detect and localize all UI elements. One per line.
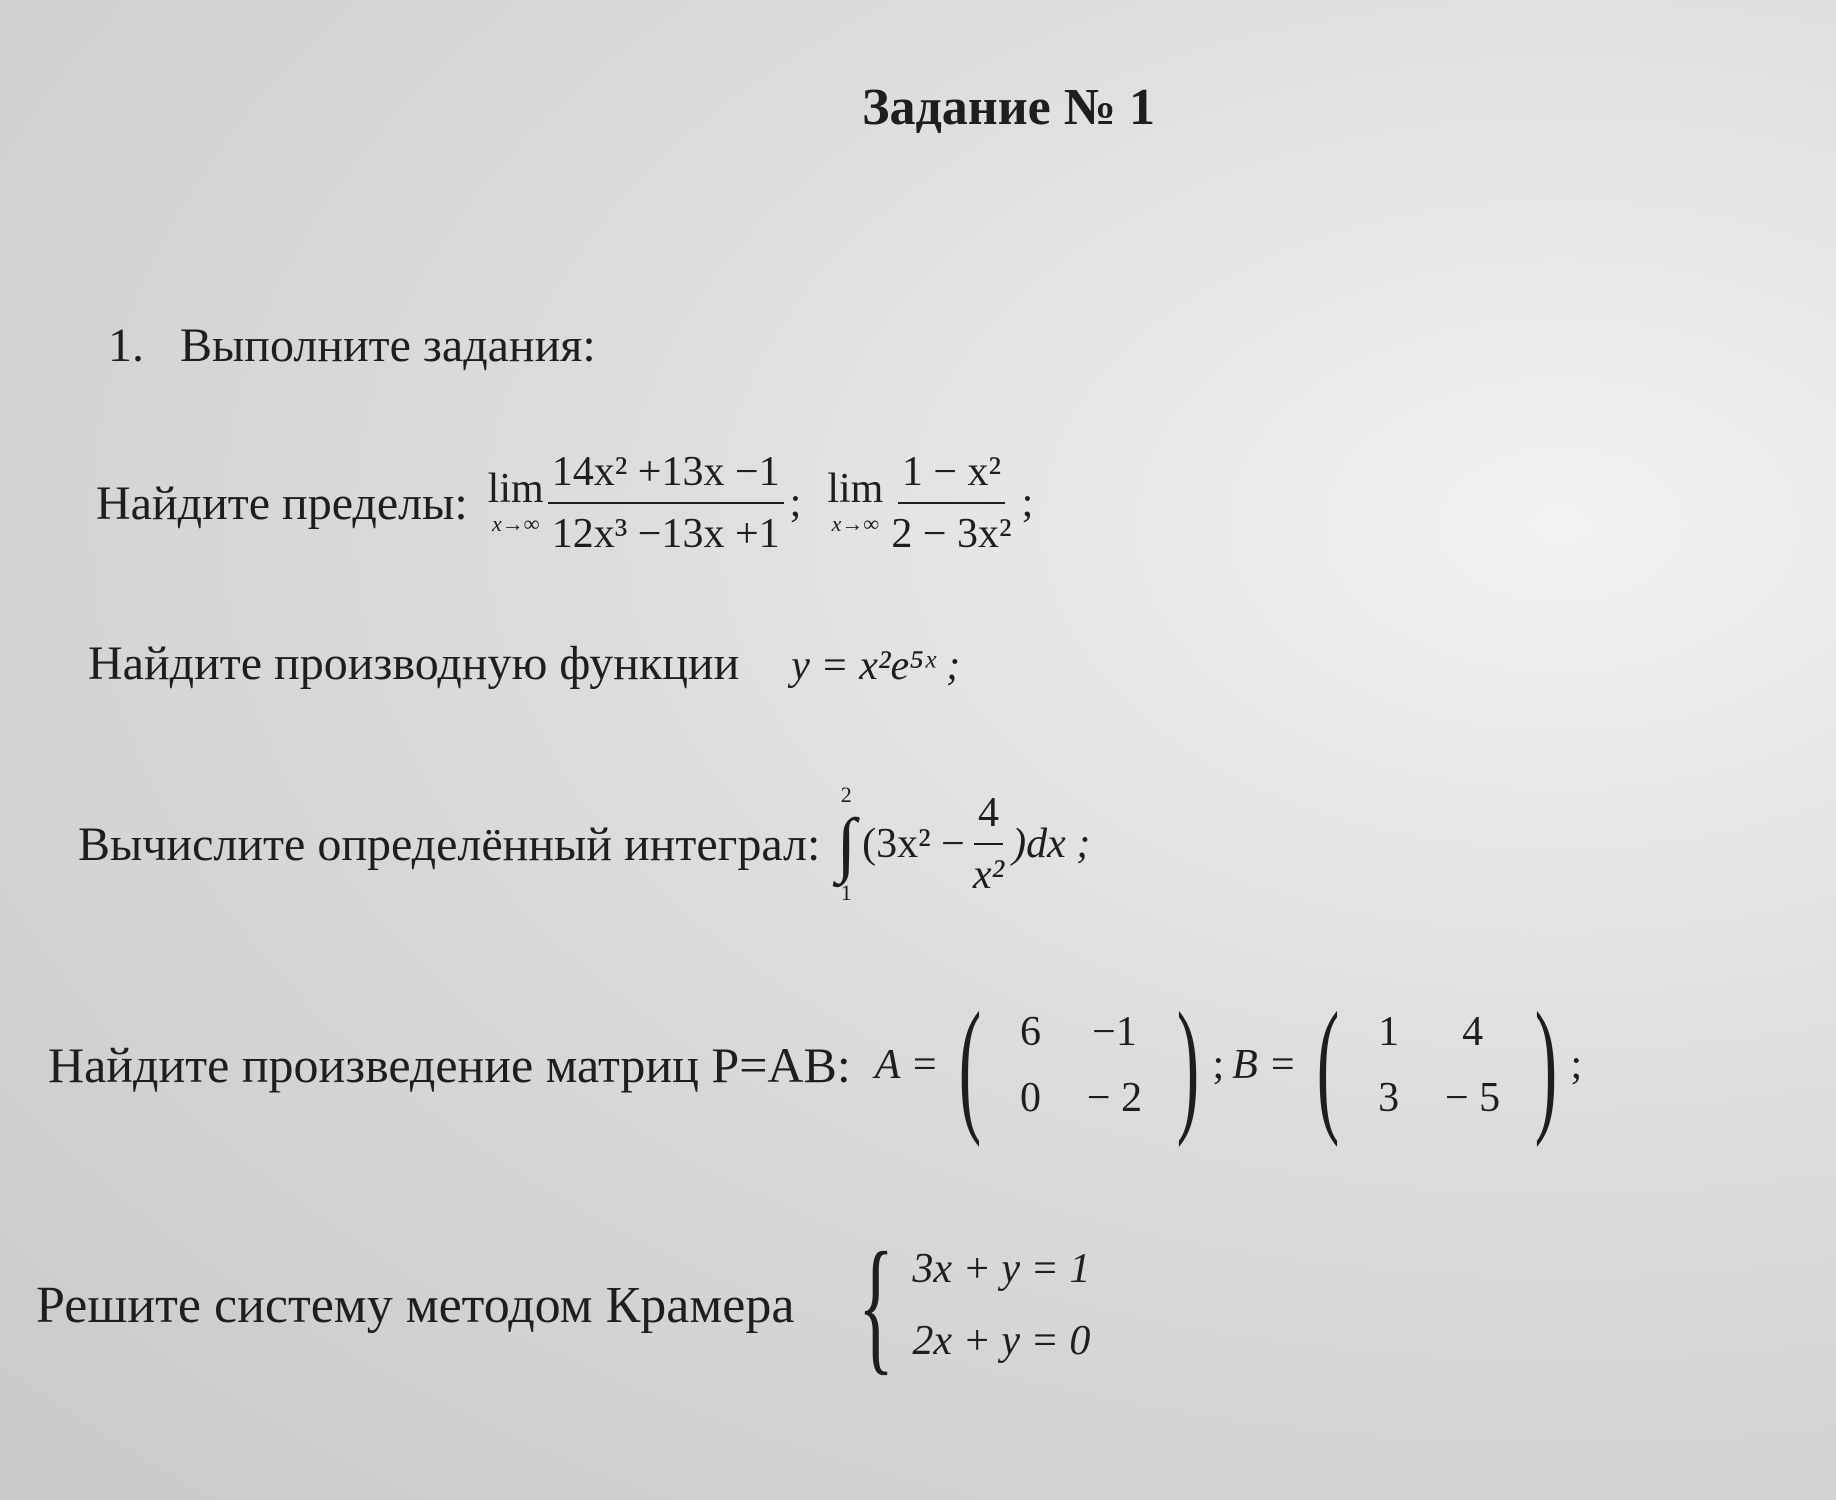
matrix-b-name: B = bbox=[1232, 1042, 1297, 1088]
left-paren-icon: ( bbox=[1316, 982, 1339, 1148]
limit2-numerator: 1 − x² bbox=[898, 448, 1005, 504]
integral-fraction bbox=[969, 789, 1008, 899]
cramer-label: Решите систему методом Крамера bbox=[36, 1276, 795, 1334]
matrix-b-cell: − 5 bbox=[1444, 1075, 1501, 1121]
limits-separator: ; bbox=[789, 480, 802, 526]
matrix-a-cell: 0 bbox=[1020, 1075, 1041, 1121]
limit-fraction-1 bbox=[548, 448, 784, 558]
derivative-formula: y = x²e⁵ˣ ; bbox=[791, 643, 961, 689]
equation-2: 2x + y = 0 bbox=[912, 1318, 1091, 1364]
integral-denominator: x² bbox=[972, 852, 1005, 898]
matrix-a-grid bbox=[995, 1008, 1163, 1122]
equation-1: 3x + y = 1 bbox=[912, 1246, 1091, 1292]
limit1-numerator: 14x² +13x −1 bbox=[548, 448, 784, 504]
left-paren-icon: ( bbox=[958, 982, 981, 1148]
matrix-row bbox=[48, 982, 1583, 1148]
integral-sign: ∫ bbox=[836, 804, 857, 884]
right-paren-icon: ) bbox=[1534, 982, 1557, 1148]
matrix-a-cell: −1 bbox=[1092, 1009, 1137, 1055]
matrix-end: ; bbox=[1570, 1042, 1583, 1088]
integral-pre: (3x² − bbox=[862, 821, 965, 867]
lim-under: x→∞ bbox=[831, 511, 880, 536]
integral-row bbox=[78, 782, 1090, 906]
matrix-a-name: A = bbox=[874, 1042, 939, 1088]
matrix-b-cell: 4 bbox=[1462, 1009, 1484, 1055]
cramer-row bbox=[36, 1222, 1091, 1388]
derivative-label: Найдите производную функции bbox=[88, 637, 740, 690]
limits-row bbox=[96, 448, 1033, 558]
limit2-denominator: 2 − 3x² bbox=[891, 511, 1012, 557]
equation-system bbox=[912, 1245, 1090, 1365]
integral-label: Вычислите определённый интеграл: bbox=[78, 817, 821, 871]
task-heading: Выполните задания: bbox=[180, 319, 596, 372]
matrix-label: Найдите произведение матриц P=AB: bbox=[48, 1037, 851, 1093]
matrix-a-cell: 6 bbox=[1020, 1009, 1041, 1055]
task-heading-row bbox=[108, 318, 596, 373]
integral-numerator: 4 bbox=[974, 789, 1003, 845]
limits-label: Найдите пределы: bbox=[96, 476, 468, 530]
integral-upper-limit: 2 bbox=[840, 782, 852, 807]
lim-word: lim bbox=[487, 466, 544, 512]
task-number: 1. bbox=[108, 319, 144, 372]
limit-operator-1 bbox=[488, 468, 544, 538]
page-title: Задание № 1 bbox=[862, 79, 1156, 136]
integral-post: )dx ; bbox=[1012, 821, 1091, 867]
matrix-a-cell: − 2 bbox=[1086, 1075, 1143, 1121]
matrix-a bbox=[945, 982, 1213, 1148]
integral-sign-group bbox=[836, 782, 856, 906]
limit-operator-2 bbox=[827, 468, 883, 538]
limit1-denominator: 12x³ −13x +1 bbox=[551, 511, 780, 557]
right-paren-icon: ) bbox=[1176, 982, 1199, 1148]
limits-end: ; bbox=[1021, 480, 1034, 526]
integral-lower-limit: 1 bbox=[840, 880, 852, 905]
derivative-row bbox=[88, 636, 960, 691]
matrix-b-grid bbox=[1353, 1008, 1521, 1122]
lim-under: x→∞ bbox=[491, 511, 540, 536]
matrix-b-cell: 1 bbox=[1378, 1009, 1400, 1055]
lim-word: lim bbox=[827, 466, 884, 512]
matrix-b bbox=[1303, 982, 1571, 1148]
matrix-separator: ; bbox=[1212, 1042, 1225, 1088]
matrix-b-cell: 3 bbox=[1378, 1075, 1400, 1121]
limit-fraction-2 bbox=[887, 448, 1015, 558]
left-brace-icon: { bbox=[858, 1222, 895, 1388]
